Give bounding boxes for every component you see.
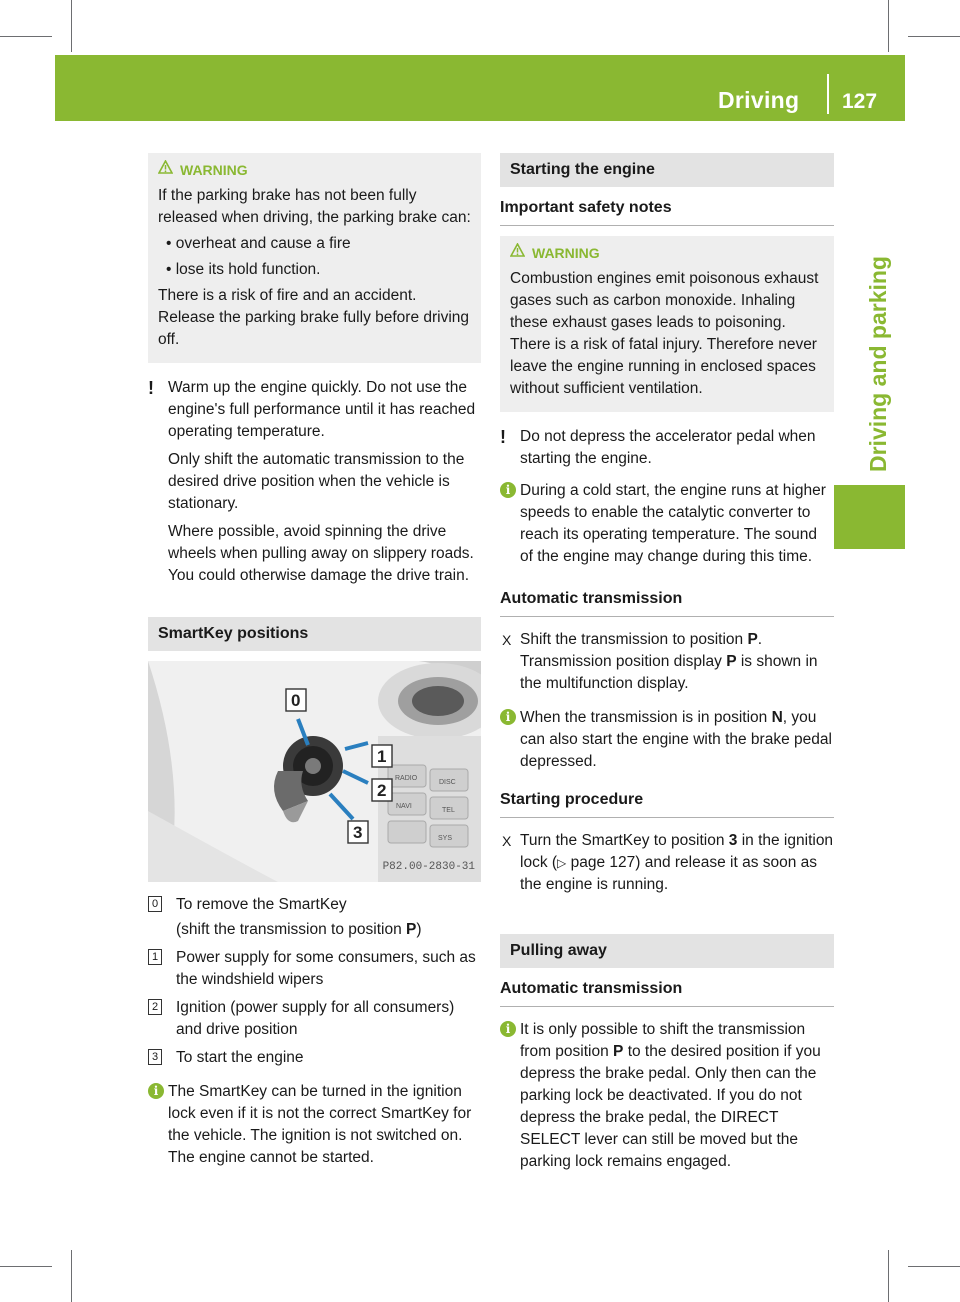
step-text-bold: 3 [728, 832, 738, 849]
legend-text: Power supply for some consumers, such as the windshield wipers [176, 949, 476, 988]
step-text-part: . Transmission position display [520, 631, 763, 670]
button-label: NAVI [396, 803, 412, 810]
warning-title-text: WARNING [180, 162, 248, 178]
caution-exclamation-icon: ! [148, 378, 154, 398]
caution-note [148, 377, 481, 587]
page-number: 127 [842, 90, 878, 113]
safety-notes-subhead: Important safety notes [500, 187, 834, 226]
button-label: SYS [438, 835, 453, 842]
info-text-bold: P [613, 1043, 624, 1060]
legend-text: Ignition (power supply for all consumers) and drive position [176, 999, 455, 1038]
caution-paragraph: Only shift the automatic transmission to the desired drive position when the vehicle is stationary. [168, 451, 465, 512]
legend-key: 0 [148, 896, 162, 912]
warning-title-text: WARNING [532, 245, 600, 261]
step-text-part: is shown in the multifunction display. [520, 653, 818, 692]
info-icon: i [500, 709, 516, 725]
info-note [148, 1081, 481, 1169]
step-text-part: Shift the transmission to position [520, 631, 748, 648]
step-text-bold: P [726, 653, 737, 670]
info-text-part: , you can also start the engine with the brake pedal depressed. [520, 709, 832, 770]
header-separator [827, 74, 829, 114]
info-text-part: When the transmission is in position [520, 709, 772, 726]
info-icon: i [500, 1021, 516, 1037]
info-text: The SmartKey can be turned in the ignition lock even if it is not the correct SmartKey for the vehicle. The ignition is not switched on. The engine cannot be started. [168, 1083, 472, 1166]
page-reference-link[interactable]: page 127 [566, 854, 636, 871]
page-reference-arrow-icon: ▷ [557, 856, 567, 870]
crop-mark [888, 0, 889, 52]
automatic-transmission-subhead: Automatic transmission [500, 968, 834, 1007]
step-marker-icon: X [502, 833, 512, 849]
legend-subtext-part: (shift the transmission to position [176, 921, 407, 938]
starting-engine-heading: Starting the engine [500, 153, 834, 187]
step-text-part: ) and release it as soon as the engine is running. [520, 854, 818, 893]
legend-subtext-part: ) [416, 921, 422, 938]
position-label-0: 0 [291, 691, 301, 710]
crop-mark [71, 0, 72, 52]
button-label: RADIO [395, 775, 418, 782]
crop-mark [71, 1250, 72, 1302]
legend-key: 3 [148, 1049, 162, 1065]
warning-triangle-icon [510, 243, 525, 257]
crop-mark [908, 36, 960, 37]
warning-title [158, 159, 471, 181]
legend-subtext [176, 919, 481, 941]
left-column [148, 153, 481, 1175]
crop-mark [888, 1250, 889, 1302]
info-text: During a cold start, the engine runs at higher speeds to enable the catalytic converter to reach its operating temperature. The sound of the engine may change during this time. [520, 482, 826, 565]
starting-procedure-subhead: Starting procedure [500, 779, 834, 818]
warning-triangle-icon [158, 160, 173, 174]
step-text-part: Turn the SmartKey to position [520, 832, 729, 849]
parking-brake-warning [148, 153, 481, 363]
right-column [500, 153, 834, 1179]
warning-title [510, 242, 824, 264]
legend-key: 1 [148, 949, 162, 965]
legend-subtext-bold: P [406, 921, 417, 938]
position-label-3: 3 [353, 823, 363, 842]
side-tab-label: Driving and parking [865, 256, 891, 472]
crop-mark [0, 36, 52, 37]
automatic-transmission-subhead: Automatic transmission [500, 578, 834, 617]
legend-item [148, 947, 481, 991]
info-text [520, 707, 834, 773]
step-text-bold: P [747, 631, 758, 648]
warning-bullet: • overheat and cause a fire [166, 235, 351, 252]
ignition-lock-illustration [148, 661, 481, 882]
side-tab-marker [834, 485, 905, 549]
exhaust-warning [500, 236, 834, 412]
crop-mark [908, 1266, 960, 1267]
chapter-title: Driving [718, 87, 800, 113]
info-text-part: It is only possible to shift the transmission from position [520, 1021, 806, 1060]
info-note [500, 707, 834, 773]
position-label-2: 2 [377, 781, 387, 800]
instruction-step [500, 629, 834, 695]
pulling-away-heading: Pulling away [500, 934, 834, 968]
figure-caption: P82.00-2830-31 [382, 861, 475, 873]
legend-item [148, 997, 481, 1041]
step-text-part: in the ignition lock ( [520, 832, 834, 871]
bullet-text: overheat and cause a fire [175, 235, 351, 252]
button-label: DISC [439, 779, 456, 786]
legend-key: 2 [148, 999, 162, 1015]
legend-text: To start the engine [176, 1049, 304, 1066]
warning-text: Combustion engines emit poisonous exhaust gases such as carbon monoxide. Inhaling these exhaust gases leads to poisoning. There is a risk of fatal injury. Therefore never leave the engine running in enclosed spaces without sufficient ventilation. [510, 270, 819, 397]
info-icon: i [148, 1083, 164, 1099]
smartkey-figure [148, 661, 481, 882]
instruction-step [500, 830, 834, 896]
bullet-text: lose its hold function. [175, 261, 321, 278]
legend-item [148, 1047, 481, 1069]
step-text [520, 629, 834, 695]
warning-bullet: • lose its hold function. [166, 261, 321, 278]
info-note [500, 1019, 834, 1173]
caution-note [500, 426, 834, 470]
smartkey-heading: SmartKey positions [148, 617, 481, 651]
caution-text: Do not depress the accelerator pedal when starting the engine. [520, 428, 816, 467]
legend-text: To remove the SmartKey [176, 896, 347, 913]
position-label-1: 1 [377, 747, 387, 766]
warning-outro: There is a risk of fire and an accident. Release the parking brake fully before driving off. [158, 287, 470, 348]
caution-paragraph: Where possible, avoid spinning the drive wheels when pulling away on slippery roads. You could otherwise damage the drive train. [168, 523, 474, 584]
crop-mark [0, 1266, 52, 1267]
warning-intro: If the parking brake has not been fully released when driving, the parking brake can: [158, 187, 471, 226]
button-label: TEL [442, 807, 455, 814]
legend-item [148, 894, 481, 941]
info-note [500, 480, 834, 568]
info-text [520, 1019, 834, 1173]
info-text-part: to the desired position if you depress the brake pedal. Only then can the parking lock be deactivated. If you do not depress the brake pedal, the DIRECT SELECT lever can still be moved but the parking lock remains engaged. [520, 1043, 821, 1170]
step-marker-icon: X [502, 632, 512, 648]
info-text-bold: N [771, 709, 783, 726]
caution-exclamation-icon: ! [500, 427, 506, 447]
step-text [520, 830, 834, 896]
info-icon: i [500, 482, 516, 498]
caution-paragraph: Warm up the engine quickly. Do not use the engine's full performance until it has reached operating temperature. [168, 379, 476, 440]
